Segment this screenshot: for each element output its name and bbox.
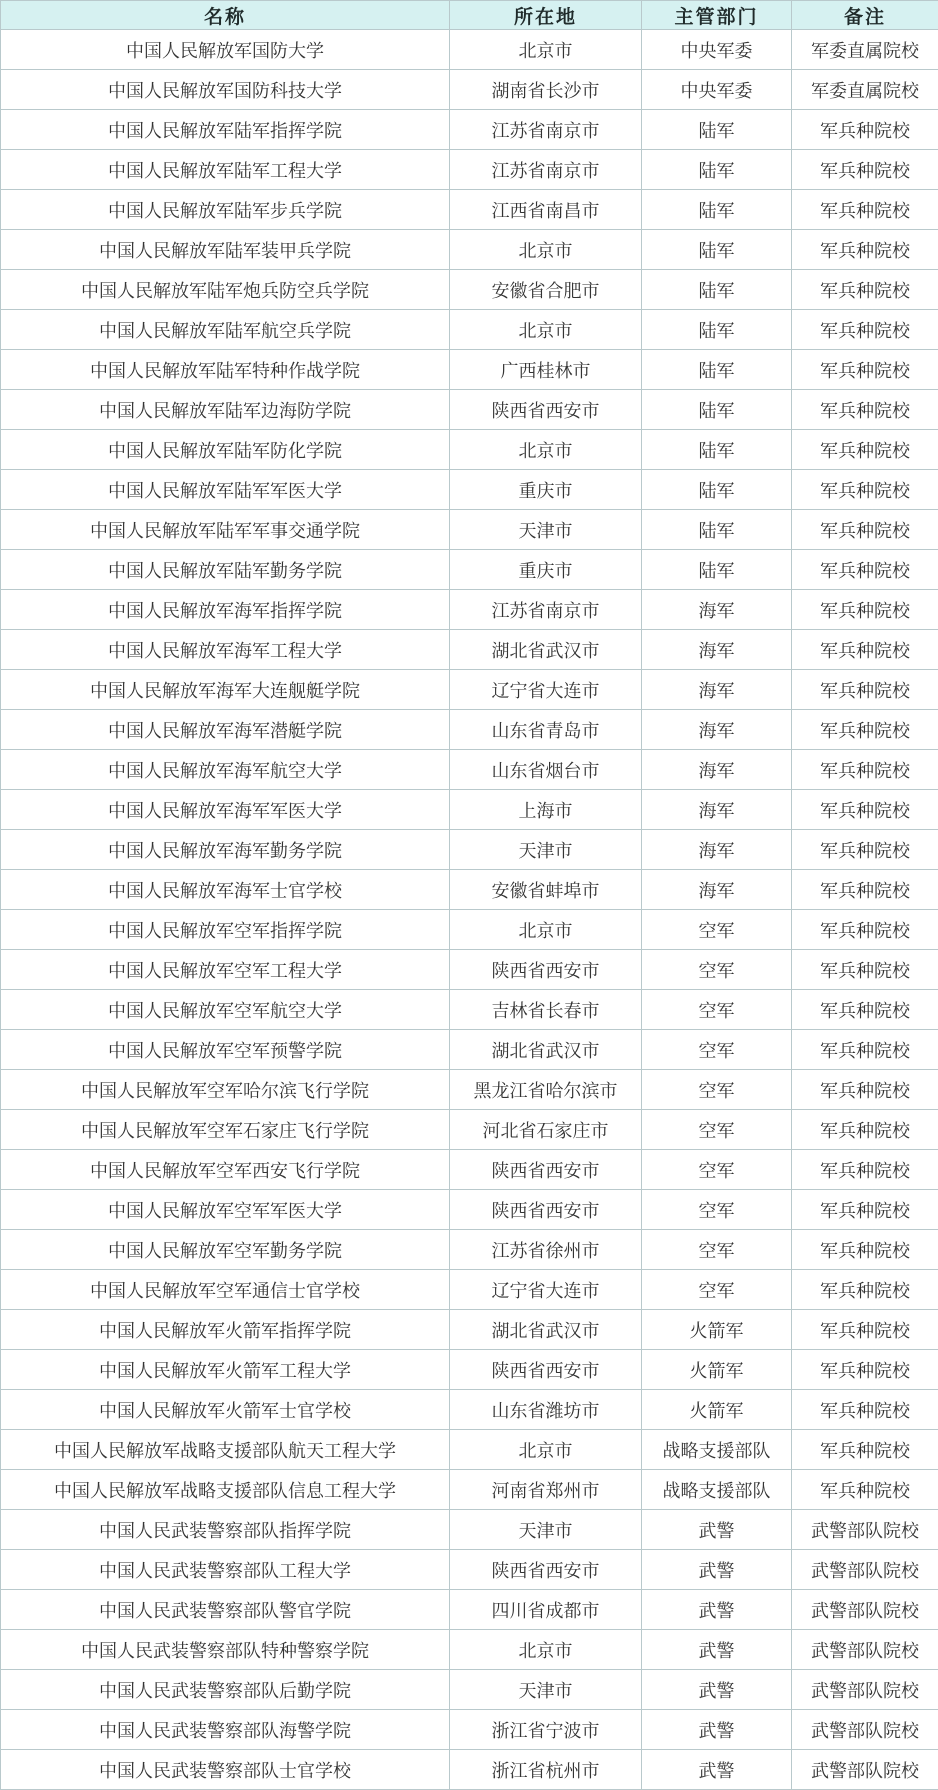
cell-department: 陆军 [642,470,792,510]
table-row [1,1470,938,1510]
cell-name: 中国人民解放军空军预警学院 [1,1030,450,1070]
cell-department: 武警 [642,1550,792,1590]
table-row [1,1630,938,1670]
table-row [1,190,938,230]
cell-location: 山东省潍坊市 [450,1390,642,1430]
cell-name: 中国人民解放军火箭军士官学校 [1,1390,450,1430]
table-row [1,630,938,670]
table-row [1,1590,938,1630]
cell-note: 武警部队院校 [792,1510,938,1550]
cell-name: 中国人民武装警察部队海警学院 [1,1710,450,1750]
cell-location: 陕西省西安市 [450,1150,642,1190]
cell-location: 天津市 [450,830,642,870]
cell-location: 重庆市 [450,470,642,510]
cell-note: 军兵种院校 [792,110,938,150]
table-row [1,70,938,110]
cell-note: 军兵种院校 [792,950,938,990]
cell-department: 中央军委 [642,30,792,70]
cell-department: 海军 [642,830,792,870]
table-row [1,1350,938,1390]
cell-location: 河北省石家庄市 [450,1110,642,1150]
cell-location: 山东省青岛市 [450,710,642,750]
cell-note: 军兵种院校 [792,230,938,270]
table-row [1,1310,938,1350]
cell-name: 中国人民武装警察部队工程大学 [1,1550,450,1590]
cell-note: 军兵种院校 [792,470,938,510]
cell-location: 辽宁省大连市 [450,670,642,710]
cell-note: 军兵种院校 [792,670,938,710]
header-location: 所在地 [450,1,642,30]
table-row [1,110,938,150]
table-body [1,30,938,1790]
cell-name: 中国人民解放军空军工程大学 [1,950,450,990]
cell-name: 中国人民解放军海军航空大学 [1,750,450,790]
cell-department: 海军 [642,710,792,750]
table-row [1,470,938,510]
cell-note: 军兵种院校 [792,270,938,310]
cell-department: 陆军 [642,230,792,270]
cell-location: 四川省成都市 [450,1590,642,1630]
cell-name: 中国人民解放军海军士官学校 [1,870,450,910]
cell-department: 陆军 [642,110,792,150]
cell-location: 湖北省武汉市 [450,630,642,670]
cell-location: 浙江省宁波市 [450,1710,642,1750]
cell-name: 中国人民解放军海军指挥学院 [1,590,450,630]
cell-department: 陆军 [642,390,792,430]
cell-name: 中国人民解放军国防科技大学 [1,70,450,110]
cell-department: 武警 [642,1710,792,1750]
table-row [1,150,938,190]
cell-department: 火箭军 [642,1390,792,1430]
cell-name: 中国人民解放军陆军炮兵防空兵学院 [1,270,450,310]
cell-location: 江苏省南京市 [450,150,642,190]
table-row [1,790,938,830]
table-row [1,910,938,950]
table-row [1,30,938,70]
cell-note: 武警部队院校 [792,1590,938,1630]
cell-department: 空军 [642,1150,792,1190]
cell-location: 北京市 [450,310,642,350]
cell-department: 空军 [642,1270,792,1310]
table-row [1,1510,938,1550]
cell-location: 北京市 [450,30,642,70]
cell-note: 军兵种院校 [792,1430,938,1470]
cell-department: 陆军 [642,270,792,310]
cell-location: 河南省郑州市 [450,1470,642,1510]
table-row [1,1230,938,1270]
cell-location: 吉林省长春市 [450,990,642,1030]
cell-name: 中国人民解放军陆军军医大学 [1,470,450,510]
cell-location: 上海市 [450,790,642,830]
cell-note: 军兵种院校 [792,870,938,910]
cell-note: 军兵种院校 [792,1110,938,1150]
table-row [1,1070,938,1110]
cell-location: 湖北省武汉市 [450,1030,642,1070]
cell-department: 陆军 [642,190,792,230]
cell-note: 军兵种院校 [792,630,938,670]
cell-name: 中国人民解放军海军工程大学 [1,630,450,670]
cell-department: 武警 [642,1590,792,1630]
cell-department: 海军 [642,670,792,710]
cell-department: 空军 [642,910,792,950]
header-name: 名称 [1,1,450,30]
cell-location: 北京市 [450,1430,642,1470]
cell-department: 陆军 [642,310,792,350]
cell-department: 战略支援部队 [642,1470,792,1510]
cell-name: 中国人民解放军空军哈尔滨飞行学院 [1,1070,450,1110]
cell-name: 中国人民武装警察部队警官学院 [1,1590,450,1630]
cell-name: 中国人民解放军战略支援部队航天工程大学 [1,1430,450,1470]
cell-department: 武警 [642,1670,792,1710]
cell-department: 陆军 [642,150,792,190]
cell-note: 军兵种院校 [792,1150,938,1190]
cell-note: 军兵种院校 [792,350,938,390]
table-row [1,390,938,430]
table-row [1,710,938,750]
cell-department: 陆军 [642,510,792,550]
cell-department: 空军 [642,990,792,1030]
table-row [1,1190,938,1230]
cell-name: 中国人民解放军空军指挥学院 [1,910,450,950]
cell-department: 火箭军 [642,1310,792,1350]
table-row [1,1430,938,1470]
table-row [1,950,938,990]
cell-name: 中国人民解放军海军勤务学院 [1,830,450,870]
cell-name: 中国人民解放军陆军装甲兵学院 [1,230,450,270]
cell-note: 武警部队院校 [792,1630,938,1670]
cell-note: 军委直属院校 [792,70,938,110]
header-row [1,1,938,30]
cell-name: 中国人民解放军陆军指挥学院 [1,110,450,150]
cell-department: 武警 [642,1630,792,1670]
header-note: 备注 [792,1,938,30]
cell-department: 空军 [642,1070,792,1110]
cell-name: 中国人民武装警察部队后勤学院 [1,1670,450,1710]
cell-department: 空军 [642,1230,792,1270]
table-row [1,670,938,710]
table-header [1,1,938,30]
cell-note: 军兵种院校 [792,1470,938,1510]
cell-note: 军兵种院校 [792,1390,938,1430]
cell-note: 军兵种院校 [792,1270,938,1310]
table-row [1,1550,938,1590]
header-department: 主管部门 [642,1,792,30]
table-row [1,870,938,910]
cell-name: 中国人民解放军陆军特种作战学院 [1,350,450,390]
cell-note: 军兵种院校 [792,150,938,190]
cell-name: 中国人民解放军陆军军事交通学院 [1,510,450,550]
table-row [1,1270,938,1310]
cell-location: 江苏省徐州市 [450,1230,642,1270]
cell-name: 中国人民解放军陆军防化学院 [1,430,450,470]
cell-note: 军兵种院校 [792,790,938,830]
cell-name: 中国人民解放军空军通信士官学校 [1,1270,450,1310]
cell-name: 中国人民解放军空军军医大学 [1,1190,450,1230]
cell-department: 海军 [642,870,792,910]
cell-name: 中国人民解放军战略支援部队信息工程大学 [1,1470,450,1510]
cell-note: 军兵种院校 [792,190,938,230]
cell-name: 中国人民解放军海军军医大学 [1,790,450,830]
cell-name: 中国人民解放军火箭军指挥学院 [1,1310,450,1350]
cell-location: 陕西省西安市 [450,390,642,430]
cell-location: 安徽省合肥市 [450,270,642,310]
table-row [1,270,938,310]
cell-name: 中国人民解放军国防大学 [1,30,450,70]
cell-location: 陕西省西安市 [450,950,642,990]
cell-note: 武警部队院校 [792,1750,938,1790]
cell-note: 军兵种院校 [792,1030,938,1070]
cell-department: 海军 [642,750,792,790]
cell-location: 山东省烟台市 [450,750,642,790]
cell-location: 黑龙江省哈尔滨市 [450,1070,642,1110]
cell-department: 陆军 [642,430,792,470]
cell-department: 海军 [642,630,792,670]
cell-location: 湖南省长沙市 [450,70,642,110]
cell-location: 陕西省西安市 [450,1550,642,1590]
cell-name: 中国人民解放军空军石家庄飞行学院 [1,1110,450,1150]
cell-location: 江西省南昌市 [450,190,642,230]
cell-note: 军兵种院校 [792,1070,938,1110]
cell-name: 中国人民解放军海军潜艇学院 [1,710,450,750]
cell-location: 陕西省西安市 [450,1350,642,1390]
cell-department: 陆军 [642,350,792,390]
cell-location: 重庆市 [450,550,642,590]
cell-department: 海军 [642,590,792,630]
cell-department: 武警 [642,1510,792,1550]
table-row [1,350,938,390]
cell-name: 中国人民武装警察部队士官学校 [1,1750,450,1790]
cell-location: 陕西省西安市 [450,1190,642,1230]
table-row [1,1390,938,1430]
table-row [1,990,938,1030]
cell-location: 浙江省杭州市 [450,1750,642,1790]
cell-department: 空军 [642,1110,792,1150]
cell-location: 北京市 [450,430,642,470]
table-row [1,1710,938,1750]
cell-name: 中国人民解放军陆军工程大学 [1,150,450,190]
cell-location: 北京市 [450,910,642,950]
cell-note: 军兵种院校 [792,1190,938,1230]
cell-note: 武警部队院校 [792,1670,938,1710]
cell-location: 天津市 [450,1670,642,1710]
table-row [1,1030,938,1070]
table-row [1,310,938,350]
cell-note: 军兵种院校 [792,750,938,790]
cell-department: 中央军委 [642,70,792,110]
cell-name: 中国人民武装警察部队指挥学院 [1,1510,450,1550]
cell-note: 军兵种院校 [792,430,938,470]
cell-location: 天津市 [450,510,642,550]
cell-name: 中国人民解放军陆军步兵学院 [1,190,450,230]
cell-name: 中国人民解放军陆军勤务学院 [1,550,450,590]
cell-note: 武警部队院校 [792,1710,938,1750]
cell-department: 战略支援部队 [642,1430,792,1470]
cell-note: 军兵种院校 [792,910,938,950]
cell-location: 北京市 [450,1630,642,1670]
cell-location: 广西桂林市 [450,350,642,390]
cell-name: 中国人民解放军陆军航空兵学院 [1,310,450,350]
table-row [1,1750,938,1790]
cell-name: 中国人民解放军火箭军工程大学 [1,1350,450,1390]
table-row [1,1110,938,1150]
cell-department: 空军 [642,1190,792,1230]
cell-location: 江苏省南京市 [450,590,642,630]
cell-location: 江苏省南京市 [450,110,642,150]
table-row [1,550,938,590]
cell-note: 军兵种院校 [792,1310,938,1350]
cell-note: 军兵种院校 [792,550,938,590]
table-row [1,230,938,270]
cell-note: 军兵种院校 [792,590,938,630]
cell-note: 军兵种院校 [792,1350,938,1390]
cell-department: 空军 [642,950,792,990]
cell-name: 中国人民解放军陆军边海防学院 [1,390,450,430]
cell-location: 北京市 [450,230,642,270]
cell-note: 军兵种院校 [792,710,938,750]
table-row [1,830,938,870]
cell-location: 天津市 [450,1510,642,1550]
cell-note: 军兵种院校 [792,390,938,430]
cell-location: 湖北省武汉市 [450,1310,642,1350]
cell-note: 军兵种院校 [792,1230,938,1270]
cell-name: 中国人民解放军空军航空大学 [1,990,450,1030]
cell-name: 中国人民武装警察部队特种警察学院 [1,1630,450,1670]
cell-note: 军兵种院校 [792,830,938,870]
cell-location: 辽宁省大连市 [450,1270,642,1310]
table-row [1,1670,938,1710]
cell-department: 武警 [642,1750,792,1790]
table-row [1,1150,938,1190]
table-row [1,510,938,550]
cell-name: 中国人民解放军海军大连舰艇学院 [1,670,450,710]
cell-note: 武警部队院校 [792,1550,938,1590]
cell-department: 空军 [642,1030,792,1070]
cell-name: 中国人民解放军空军勤务学院 [1,1230,450,1270]
table-row [1,590,938,630]
cell-department: 海军 [642,790,792,830]
cell-department: 陆军 [642,550,792,590]
cell-note: 军兵种院校 [792,990,938,1030]
table-row [1,430,938,470]
cell-name: 中国人民解放军空军西安飞行学院 [1,1150,450,1190]
cell-location: 安徽省蚌埠市 [450,870,642,910]
cell-note: 军兵种院校 [792,310,938,350]
table-row [1,750,938,790]
cell-department: 火箭军 [642,1350,792,1390]
cell-note: 军委直属院校 [792,30,938,70]
cell-note: 军兵种院校 [792,510,938,550]
